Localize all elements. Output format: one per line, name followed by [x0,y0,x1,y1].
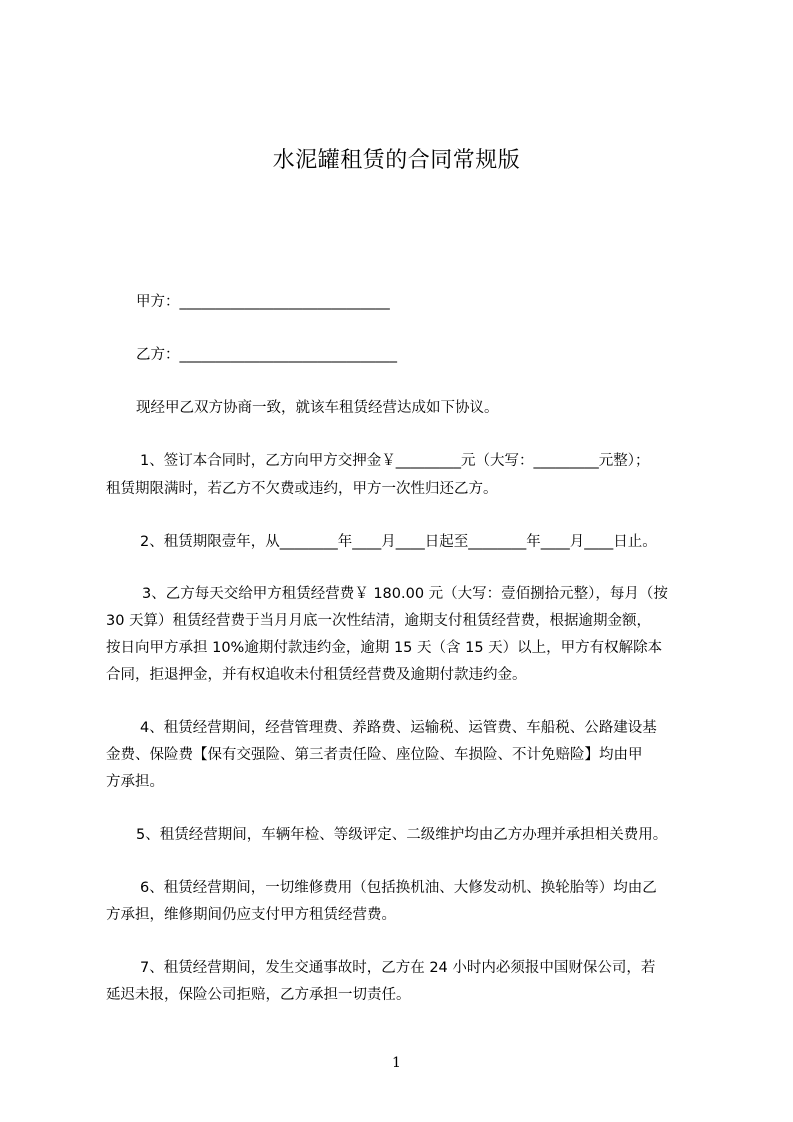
clause-3-line-3: 按日向甲方承担 10%逾期付款违约金，逾期 15 天（含 15 天）以上，甲方有权解除本 [106,640,663,656]
clause-4-line-3: 方承担。 [106,774,164,790]
clause-7-line-2: 延迟未报，保险公司拒赔，乙方承担一切责任。 [106,987,411,1003]
page-number: 1 [392,1055,401,1071]
party-a-line: 甲方：_____________________________ [136,294,390,310]
clause-3-line-4: 合同，拒退押金，并有权追收未付租赁经营费及逾期付款违约金。 [106,667,527,683]
clause-4-line-1: 4、租赁经营期间，经营管理费、养路费、运输税、运管费、车船税、公路建设基 [140,720,657,736]
clause-1-line-2: 租赁期限满时，若乙方不欠费或违约，甲方一次性归还乙方。 [106,481,498,497]
clause-4-line-2: 金费、保险费【保有交强险、第三者责任险、座位险、车损险、不计免赔险】均由甲 [106,747,643,763]
clause-2-line-1: 2、租赁期限壹年，从________年____月____日起至________年____月____日止。 [140,534,657,550]
clause-7-line-1: 7、租赁经营期间，发生交通事故时，乙方在 24 小时内必须报中国财保公司，若 [140,960,656,976]
clause-5-line-1: 5、租赁经营期间，车辆年检、等级评定、二级维护均由乙方办理并承担相关费用。 [136,827,668,843]
clause-1-line-1: 1、签订本合同时，乙方向甲方交押金￥_________元（大写：_________元整）； [140,453,650,469]
party-b-line: 乙方：______________________________ [136,347,397,363]
clause-3-line-2: 30 天算）租赁经营费于当月月底一次性结清，逾期支付租赁经营费，根据逾期金额， [106,613,652,629]
clause-6-line-1: 6、租赁经营期间，一切维修费用（包括换机油、大修发动机、换轮胎等）均由乙 [140,880,657,896]
clause-3-line-1: 3、乙方每天交给甲方租赁经营费￥ 180.00 元（大写：壹佰捌拾元整），每月（按 [142,586,668,602]
document-title: 水泥罐租赁的合同常规版 [272,148,521,173]
intro-paragraph: 现经甲乙双方协商一致，就该车租赁经营达成如下协议。 [136,400,499,416]
clause-6-line-2: 方承担，维修期间仍应支付甲方租赁经营费。 [106,907,396,923]
